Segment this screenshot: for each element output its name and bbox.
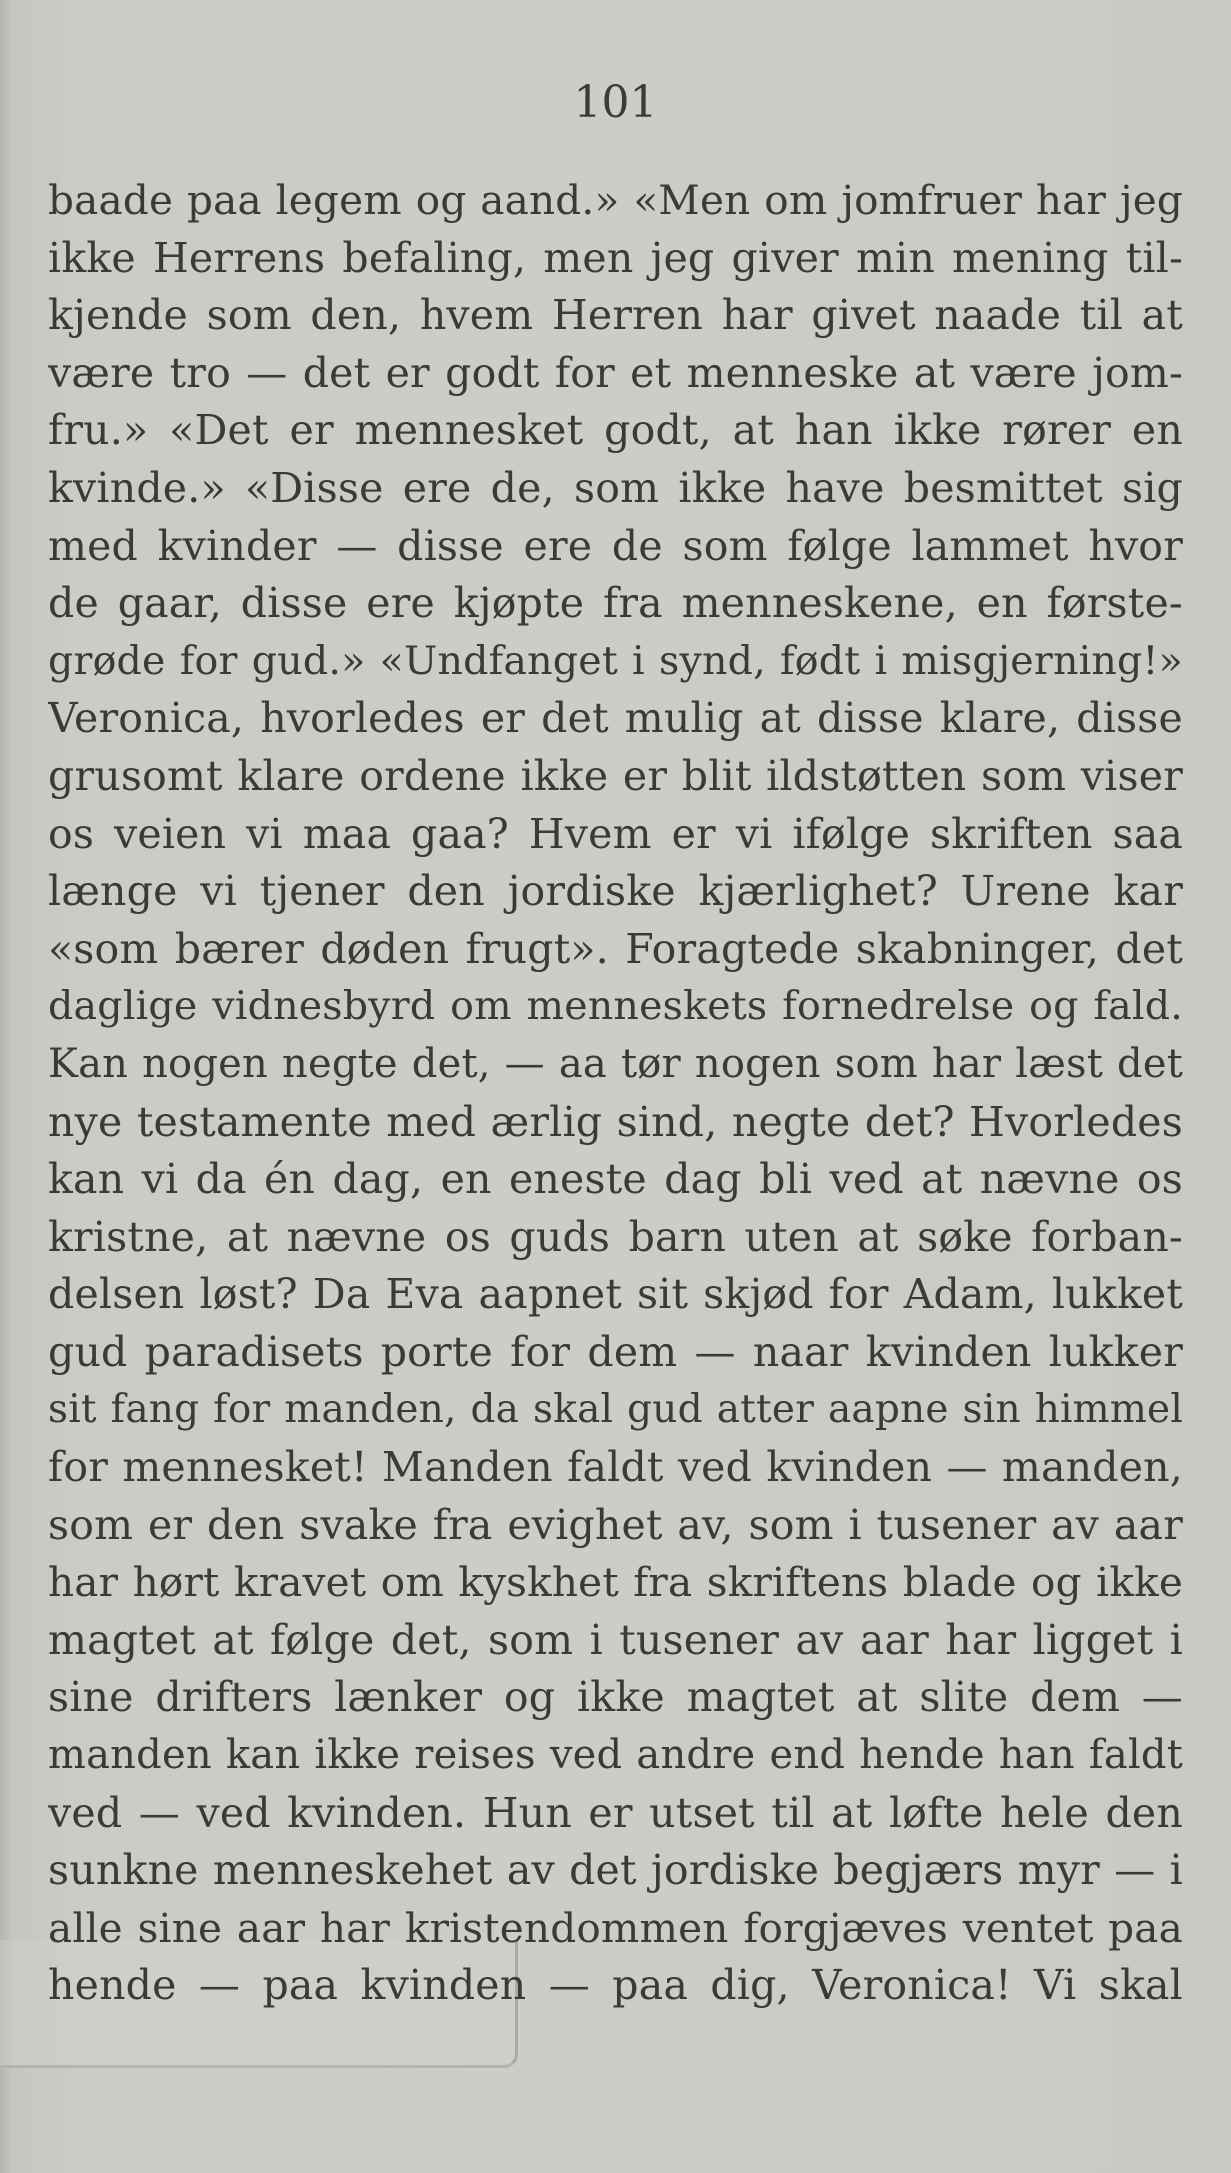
- text-line-12: os veien vi maa gaa? Hvem er vi ifølge skriften saa: [48, 809, 1183, 858]
- text-line-1: baade paa legem og aand.» «Men om jomfruer har jeg: [48, 176, 1183, 224]
- text-line-20: delsen løst? Da Eva aapnet sit skjød for Adam, lukket: [48, 1270, 1183, 1319]
- text-line-32: hende — paa kvinden — paa dig, Veronica! Vi skal: [48, 1961, 1183, 2010]
- page-number: 101: [573, 77, 658, 128]
- text-line-10: Veronica, hvorledes er det mulig at disse klare, disse: [48, 694, 1183, 743]
- text-line-23: for mennesket! Manden faldt ved kvinden — manden,: [48, 1443, 1183, 1492]
- text-line-3: kjende som den, hvem Herren har givet naade til at: [48, 291, 1183, 340]
- text-line-30: sunkne menneskehet av det jordiske begjærs myr — i: [48, 1846, 1183, 1895]
- text-line-26: magtet at følge det, som i tusener av aar har ligget i: [48, 1615, 1183, 1664]
- text-line-8: de gaar, disse ere kjøpte fra menneskene, en første-: [48, 579, 1183, 628]
- text-line-14: «som bærer døden frugt». Foragtede skabninger, det: [48, 924, 1183, 973]
- text-line-28: manden kan ikke reises ved andre end hende han faldt: [48, 1732, 1183, 1779]
- text-line-5: fru.» «Det er mennesket godt, at han ikke rører en: [48, 406, 1183, 455]
- text-line-21: gud paradisets porte for dem — naar kvinden lukker: [48, 1327, 1183, 1376]
- text-line-19: kristne, at nævne os guds barn uten at søke forban-: [48, 1212, 1183, 1261]
- text-line-9: grøde for gud.» «Undfanget i synd, født i misgjerning!»: [48, 637, 1183, 684]
- text-line-24: som er den svake fra evighet av, som i tusener av aar: [48, 1500, 1183, 1549]
- text-line-22: sit fang for manden, da skal gud atter aapne sin himmel: [48, 1387, 1183, 1433]
- text-line-16: Kan nogen negte det, — aa tør nogen som har læst det: [48, 1040, 1183, 1087]
- text-line-17: nye testamente med ærlig sind, negte det? Hvorledes: [48, 1097, 1183, 1146]
- text-line-7: med kvinder — disse ere de som følge lammet hvor: [48, 521, 1183, 570]
- text-line-27: sine drifters lænker og ikke magtet at slite dem —: [48, 1673, 1183, 1722]
- text-line-6: kvinde.» «Disse ere de, som ikke have besmittet sig: [48, 463, 1183, 512]
- body-text: [48, 172, 1183, 2015]
- text-line-2: ikke Herrens befaling, men jeg giver min mening til-: [48, 233, 1183, 282]
- text-line-4: være tro — det er godt for et menneske at være jom-: [48, 348, 1183, 397]
- text-line-18: kan vi da én dag, en eneste dag bli ved at nævne os: [48, 1155, 1183, 1204]
- text-line-29: ved — ved kvinden. Hun er utset til at løfte hele den: [48, 1788, 1183, 1837]
- text-line-11: grusomt klare ordene ikke er blit ildstøtten som viser: [48, 751, 1183, 800]
- text-line-25: har hørt kravet om kyskhet fra skriftens blade og ikke: [48, 1558, 1183, 1607]
- text-line-15: daglige vidnesbyrd om menneskets fornedrelse og fald.: [48, 983, 1183, 1030]
- page-edge-shadow: [0, 0, 14, 2173]
- text-line-13: længe vi tjener den jordiske kjærlighet? Urene kar: [48, 867, 1183, 916]
- text-line-31: alle sine aar har kristendommen forgjæves ventet paa: [48, 1903, 1183, 1952]
